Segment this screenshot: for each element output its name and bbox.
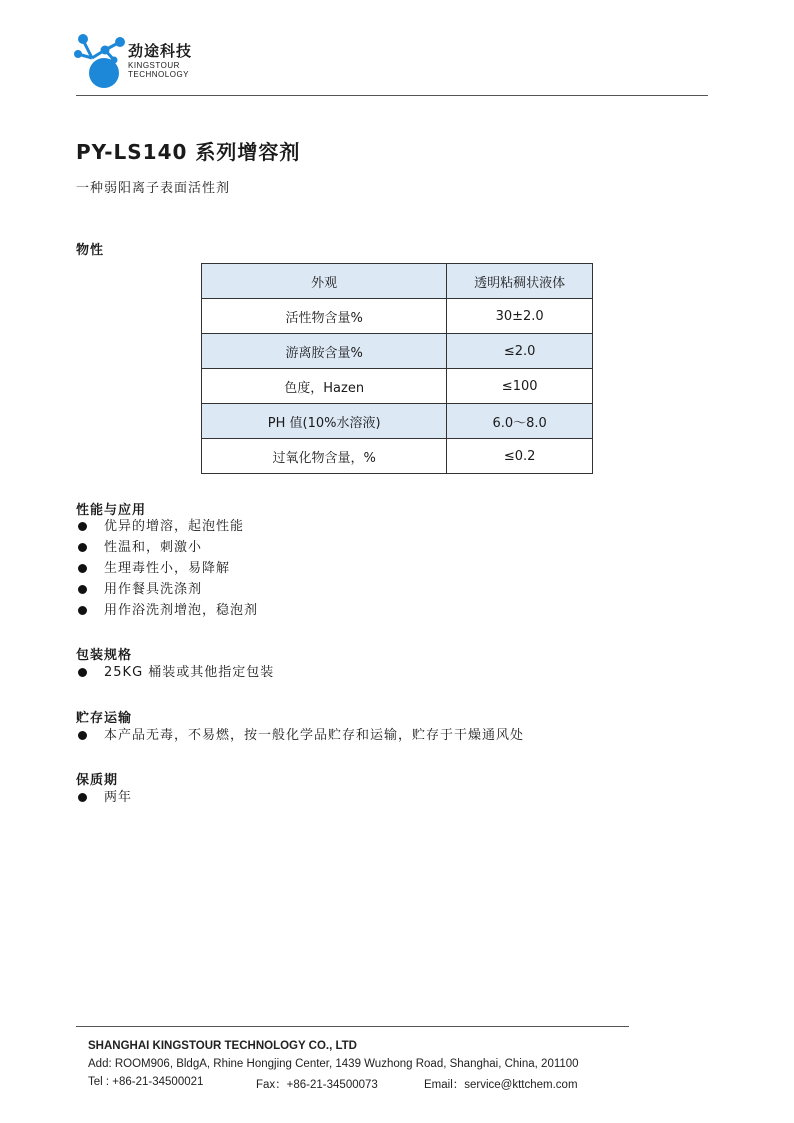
bullet-icon [78,731,87,740]
list-item-text: 用作餐具洗涤剂 [104,582,203,597]
footer-address: Add: ROOM906, BldgA, Rhine Hongjing Center, 1439 Wuzhong Road, Shanghai, China, 201100 [88,1058,579,1070]
bullet-icon [78,668,87,677]
properties-heading: 物性 [76,243,105,258]
packaging-heading: 包装规格 [76,648,133,663]
list-item [76,787,132,808]
list-item-text: 本产品无毒，不易燃，按一般化学品贮存和运输，贮存于干燥通风处 [104,728,525,743]
list-item-text: 两年 [104,790,133,805]
bullet-icon [78,564,87,573]
list-item [76,579,258,600]
bullet-icon [78,522,87,531]
list-item [76,537,258,558]
list-item [76,516,258,537]
property-name: PH 值(10%水溶液) [202,404,447,439]
property-name: 色度，Hazen [202,369,447,404]
performance-heading: 性能与应用 [76,503,147,518]
table-row [202,369,593,404]
properties-table [201,263,593,474]
list-item-text: 优异的增溶，起泡性能 [104,519,245,534]
bullet-icon [78,606,87,615]
header-divider [76,95,708,96]
table-row [202,404,593,439]
list-item [76,558,258,579]
list-item [76,600,258,621]
property-name: 外观 [202,264,447,299]
performance-list [76,516,258,621]
molecule-logo-icon [70,30,130,90]
list-item-text: 性温和，刺激小 [104,540,203,555]
bullet-icon [78,543,87,552]
company-logo [70,30,210,90]
logo-chinese-name: 劲途科技 [128,42,193,60]
footer-fax: Fax：+86-21-34500073 [256,1079,378,1091]
logo-english-line1: KINGSTOUR [128,61,180,70]
footer-telephone: Tel : +86-21-34500021 [88,1076,204,1088]
property-name: 游离胺含量% [202,334,447,369]
bullet-icon [78,793,87,802]
shelf-life-list [76,787,132,808]
table-row [202,334,593,369]
table-row [202,299,593,334]
property-value: 6.0～8.0 [447,404,593,439]
list-item-text: 用作浴洗剂增泡，稳泡剂 [104,603,259,618]
product-title: PY-LS140 系列增容剂 [76,140,301,164]
storage-list [76,725,524,746]
list-item-text: 25KG 桶装或其他指定包装 [104,665,275,680]
property-value: 透明粘稠状液体 [447,264,593,299]
property-value: ≤0.2 [447,439,593,474]
table-row [202,264,593,299]
list-item [76,725,524,746]
property-name: 活性物含量% [202,299,447,334]
footer-email: Email：service@kttchem.com [424,1079,578,1091]
property-value: ≤2.0 [447,334,593,369]
packaging-list [76,662,274,683]
product-subtitle: 一种弱阳离子表面活性剂 [76,181,231,196]
property-value: ≤100 [447,369,593,404]
list-item [76,662,274,683]
property-value: 30±2.0 [447,299,593,334]
bullet-icon [78,585,87,594]
shelf-life-heading: 保质期 [76,773,119,788]
logo-english-line2: TECHNOLOGY [128,70,190,79]
storage-heading: 贮存运输 [76,711,133,726]
list-item-text: 生理毒性小，易降解 [104,561,231,576]
property-name: 过氧化物含量，% [202,439,447,474]
footer-divider [76,1026,629,1027]
footer-company-name: SHANGHAI KINGSTOUR TECHNOLOGY CO., LTD [88,1040,357,1052]
table-row [202,439,593,474]
